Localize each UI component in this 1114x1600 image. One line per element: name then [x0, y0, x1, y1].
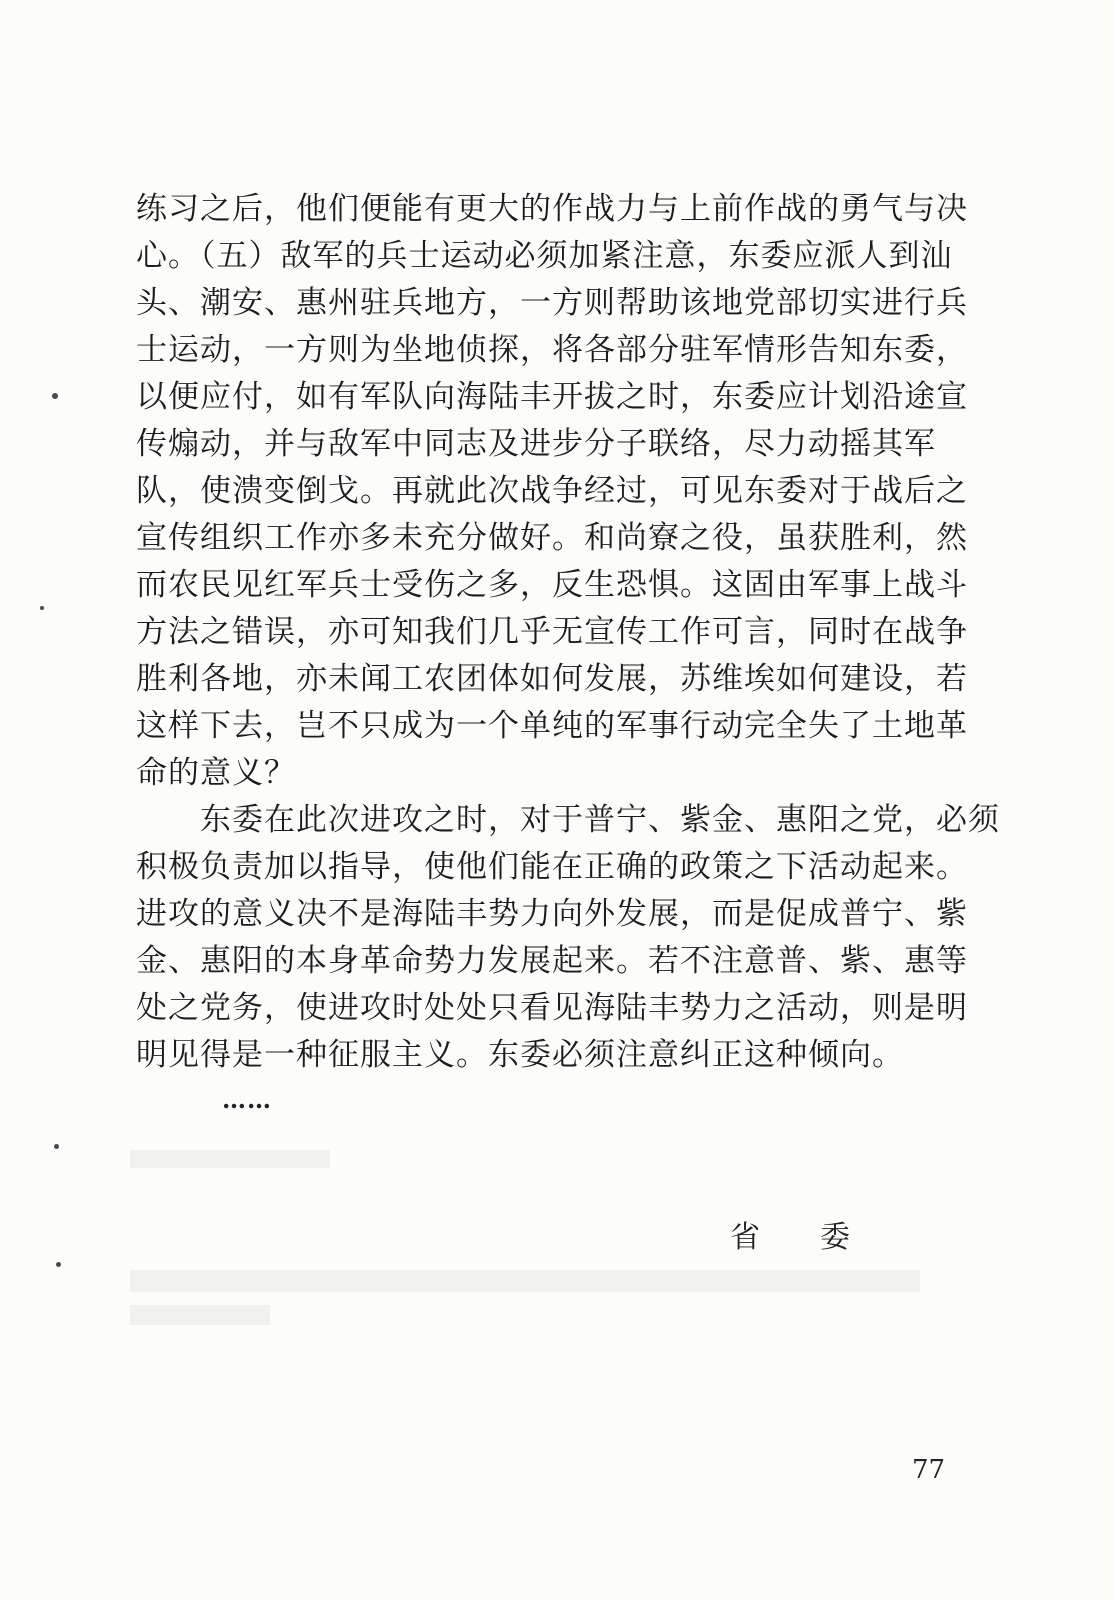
- text-line: 金、惠阳的本身革命势力发展起来。若不注意普、紫、惠等: [136, 943, 968, 979]
- omission-ellipsis: ……: [222, 1085, 272, 1114]
- faint-bleed-through-1: [130, 1150, 330, 1168]
- text-line: 宣传组织工作亦多未充分做好。和尚寮之役，虽获胜利，然: [136, 520, 968, 556]
- text-line: 头、潮安、惠州驻兵地方，一方则帮助该地党部切实进行兵: [136, 285, 968, 321]
- text-line: 练习之后，他们便能有更大的作战力与上前作战的勇气与决: [136, 191, 968, 227]
- scan-speck-3: [54, 1144, 59, 1149]
- text-line: 而农民见红军兵士受伤之多，反生恐惧。这固由军事上战斗: [136, 567, 968, 603]
- text-line: 这样下去，岂不只成为一个单纯的军事行动完全失了土地革: [136, 708, 968, 744]
- faint-bleed-through-2: [130, 1270, 920, 1292]
- text-line: 方法之错误，亦可知我们几乎无宣传工作可言，同时在战争: [136, 614, 968, 650]
- text-line: 明见得是一种征服主义。东委必须注意纠正这种倾向。: [136, 1037, 904, 1073]
- text-line: 士运动，一方则为坐地侦探，将各部分驻军情形告知东委，: [136, 332, 968, 368]
- text-line: 进攻的意义决不是海陆丰势力向外发展，而是促成普宁、紫: [136, 896, 968, 932]
- text-line: 队，使溃变倒戈。再就此次战争经过，可见东委对于战后之: [136, 473, 968, 509]
- text-line: 命的意义？: [136, 755, 296, 791]
- text-line: 胜利各地，亦未闻工农团体如何发展，苏维埃如何建设，若: [136, 661, 968, 697]
- text-line: 心。（五）敌军的兵士运动必须加紧注意，东委应派人到汕: [136, 238, 953, 274]
- scan-speck-1: [52, 393, 58, 399]
- text-line: 积极负责加以指导，使他们能在正确的政策之下活动起来。: [136, 849, 968, 885]
- text-line: 处之党务，使进攻时处处只看见海陆丰势力之活动，则是明: [136, 990, 968, 1026]
- scan-speck-2: [40, 606, 44, 610]
- body-text: [136, 186, 1006, 1079]
- page-number: 77: [912, 1455, 946, 1485]
- scan-speck-4: [56, 1262, 61, 1267]
- text-line: 传煽动，并与敌军中同志及进步分子联络，尽力动摇其军: [136, 426, 936, 462]
- text-line: 以便应付，如有军队向海陆丰开拔之时，东委应计划沿途宣: [136, 379, 968, 415]
- faint-bleed-through-3: [130, 1305, 270, 1325]
- text-line: 东委在此次进攻之时，对于普宁、紫金、惠阳之党，必须: [136, 802, 1000, 838]
- signature: 省委: [730, 1220, 910, 1255]
